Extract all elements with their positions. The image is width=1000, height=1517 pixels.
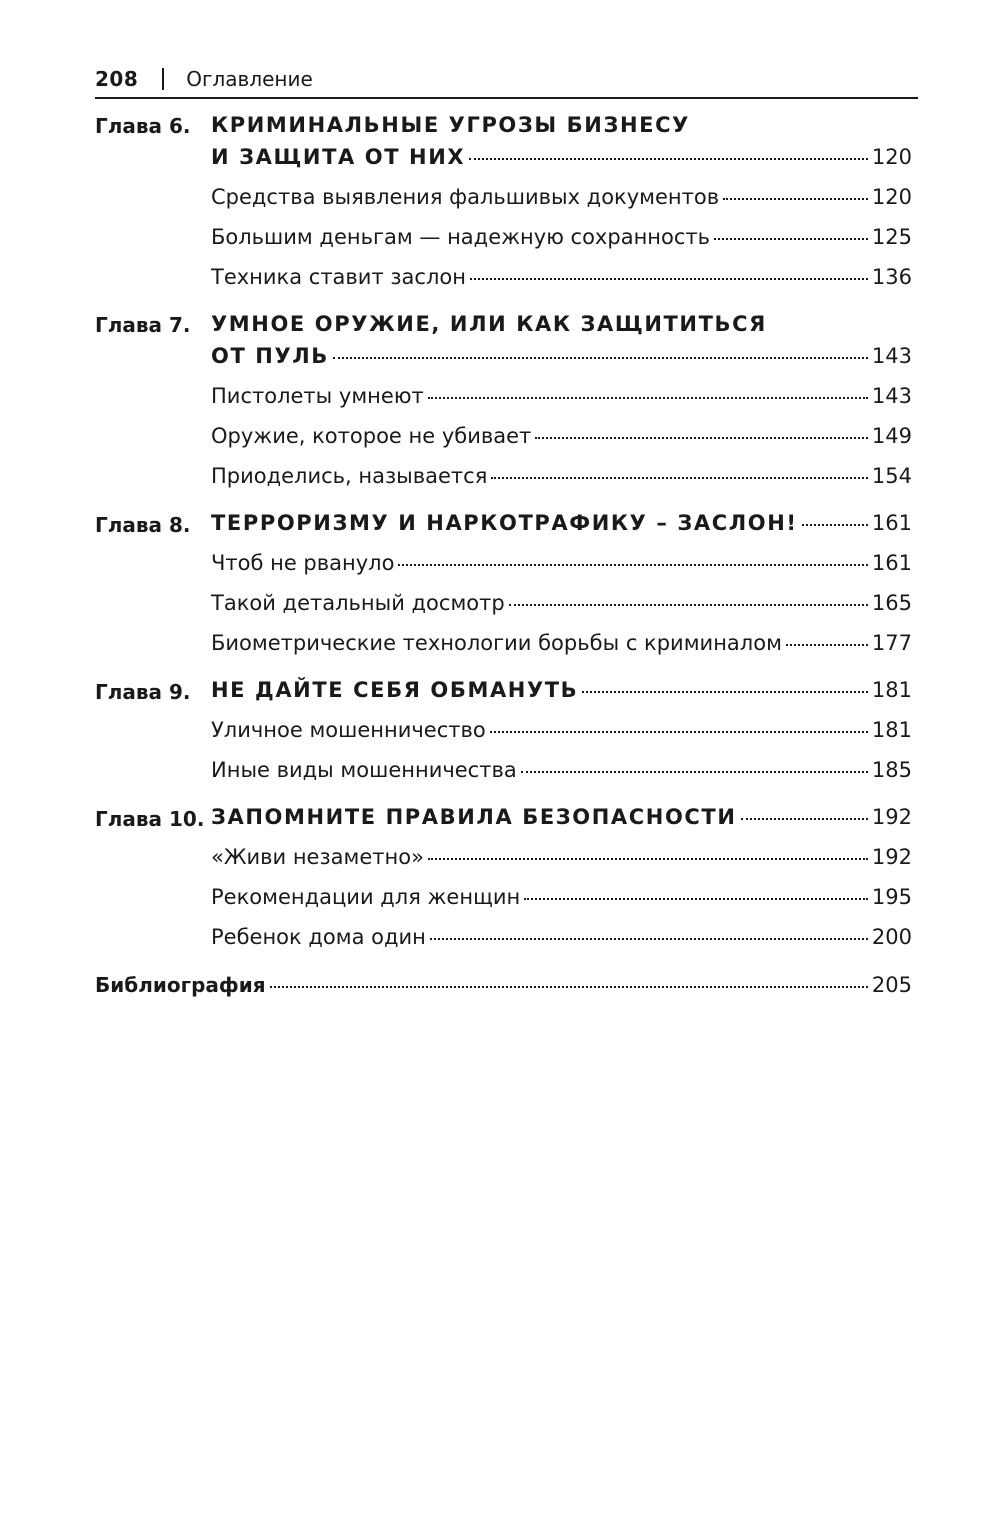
- chapter-label: Глава 9.: [95, 680, 191, 704]
- dot-leader: [582, 691, 868, 693]
- section-title: Иные виды мошенничества: [211, 758, 517, 782]
- chapter-entry[interactable]: [211, 805, 912, 829]
- chapter-label: Глава 10.: [95, 807, 205, 831]
- chapter-label: Глава 6.: [95, 114, 191, 138]
- page-ref: 149: [871, 424, 912, 448]
- section-entry[interactable]: [211, 384, 912, 408]
- chapter-entry[interactable]: [211, 511, 912, 535]
- bibliography-entry[interactable]: [95, 973, 912, 997]
- page-ref: 125: [871, 225, 912, 249]
- page-ref: 165: [871, 591, 912, 615]
- section-entry[interactable]: [211, 265, 912, 289]
- chapter-entry[interactable]: [211, 344, 912, 368]
- chapter-title-line: ТЕРРОРИЗМУ И НАРКОТРАФИКУ – ЗАСЛОН!: [211, 511, 798, 535]
- page-ref: 120: [871, 185, 912, 209]
- dot-leader: [470, 278, 868, 280]
- section-title: Ребенок дома один: [211, 925, 426, 949]
- page-ref: 185: [871, 758, 912, 782]
- section-entry[interactable]: [211, 885, 912, 909]
- dot-leader: [786, 644, 868, 646]
- section-entry[interactable]: [211, 631, 912, 655]
- page-ref: 195: [871, 885, 912, 909]
- section-title: Приоделись, называется: [211, 464, 488, 488]
- section-title: Техника ставит заслон: [211, 265, 466, 289]
- page-ref: 192: [871, 845, 912, 869]
- page-ref: 120: [871, 145, 912, 169]
- chapter-label: Глава 7.: [95, 313, 191, 337]
- section-title: Такой детальный досмотр: [211, 591, 505, 615]
- page-ref: 143: [871, 384, 912, 408]
- dot-leader: [333, 357, 868, 359]
- chapter-title-line[interactable]: УМНОЕ ОРУЖИЕ, ИЛИ КАК ЗАЩИТИТЬСЯ: [211, 312, 767, 336]
- page-ref: 161: [871, 511, 912, 535]
- page-number: 208: [95, 67, 139, 91]
- dot-leader: [741, 818, 868, 820]
- section-title: «Живи незаметно»: [211, 845, 424, 869]
- page-ref: 154: [871, 464, 912, 488]
- chapter-title-line: НЕ ДАЙТЕ СЕБЯ ОБМАНУТЬ: [211, 678, 579, 702]
- section-entry[interactable]: [211, 464, 912, 488]
- dot-leader: [491, 477, 868, 479]
- section-title: Рекомендации для женщин: [211, 885, 521, 909]
- section-entry[interactable]: [211, 718, 912, 742]
- chapter-title-line: ОТ ПУЛЬ: [211, 344, 329, 368]
- dot-leader: [524, 898, 868, 900]
- dot-leader: [714, 238, 868, 240]
- dot-leader: [430, 938, 868, 940]
- dot-leader: [509, 604, 868, 606]
- chapter-label: Глава 8.: [95, 513, 191, 537]
- section-title: Биометрические технологии борьбы с криминалом: [211, 631, 782, 655]
- chapter-title-line: И ЗАЩИТА ОТ НИХ: [211, 145, 466, 169]
- section-entry[interactable]: [211, 225, 912, 249]
- dot-leader: [521, 771, 868, 773]
- page-ref: 192: [871, 805, 912, 829]
- dot-leader: [535, 437, 868, 439]
- section-entry[interactable]: [211, 925, 912, 949]
- dot-leader: [723, 198, 868, 200]
- section-title: Пистолеты умнеют: [211, 384, 424, 408]
- dot-leader: [490, 731, 868, 733]
- header-separator: [162, 68, 164, 90]
- chapter-title-line[interactable]: КРИМИНАЛЬНЫЕ УГРОЗЫ БИЗНЕСУ: [211, 113, 690, 137]
- page-ref: 136: [871, 265, 912, 289]
- chapter-entry[interactable]: [211, 145, 912, 169]
- section-title: Чтоб не рвануло: [211, 551, 395, 575]
- page-ref: 200: [871, 925, 912, 949]
- bibliography-title: Библиография: [95, 973, 266, 997]
- chapter-title-line: ЗАПОМНИТЕ ПРАВИЛА БЕЗОПАСНОСТИ: [211, 805, 737, 829]
- dot-leader: [270, 986, 868, 988]
- section-entry[interactable]: [211, 758, 912, 782]
- section-title: Оглавление: [186, 67, 313, 91]
- section-title: Оружие, которое не убивает: [211, 424, 532, 448]
- section-title: Большим деньгам — надежную сохранность: [211, 225, 711, 249]
- page-ref: 181: [871, 718, 912, 742]
- section-title: Средства выявления фальшивых документов: [211, 185, 720, 209]
- header-rule: [95, 97, 918, 99]
- dot-leader: [802, 524, 868, 526]
- section-entry[interactable]: [211, 591, 912, 615]
- section-entry[interactable]: [211, 424, 912, 448]
- dot-leader: [428, 858, 868, 860]
- page-ref: 161: [871, 551, 912, 575]
- section-entry[interactable]: [211, 845, 912, 869]
- section-entry[interactable]: [211, 551, 912, 575]
- page-ref: 181: [871, 678, 912, 702]
- dot-leader: [469, 158, 868, 160]
- dot-leader: [398, 564, 867, 566]
- page-ref: 205: [871, 973, 912, 997]
- running-header: [95, 62, 918, 96]
- page-ref: 177: [871, 631, 912, 655]
- page-ref: 143: [871, 344, 912, 368]
- dot-leader: [428, 397, 868, 399]
- section-title: Уличное мошенничество: [211, 718, 486, 742]
- section-entry[interactable]: [211, 185, 912, 209]
- chapter-entry[interactable]: [211, 678, 912, 702]
